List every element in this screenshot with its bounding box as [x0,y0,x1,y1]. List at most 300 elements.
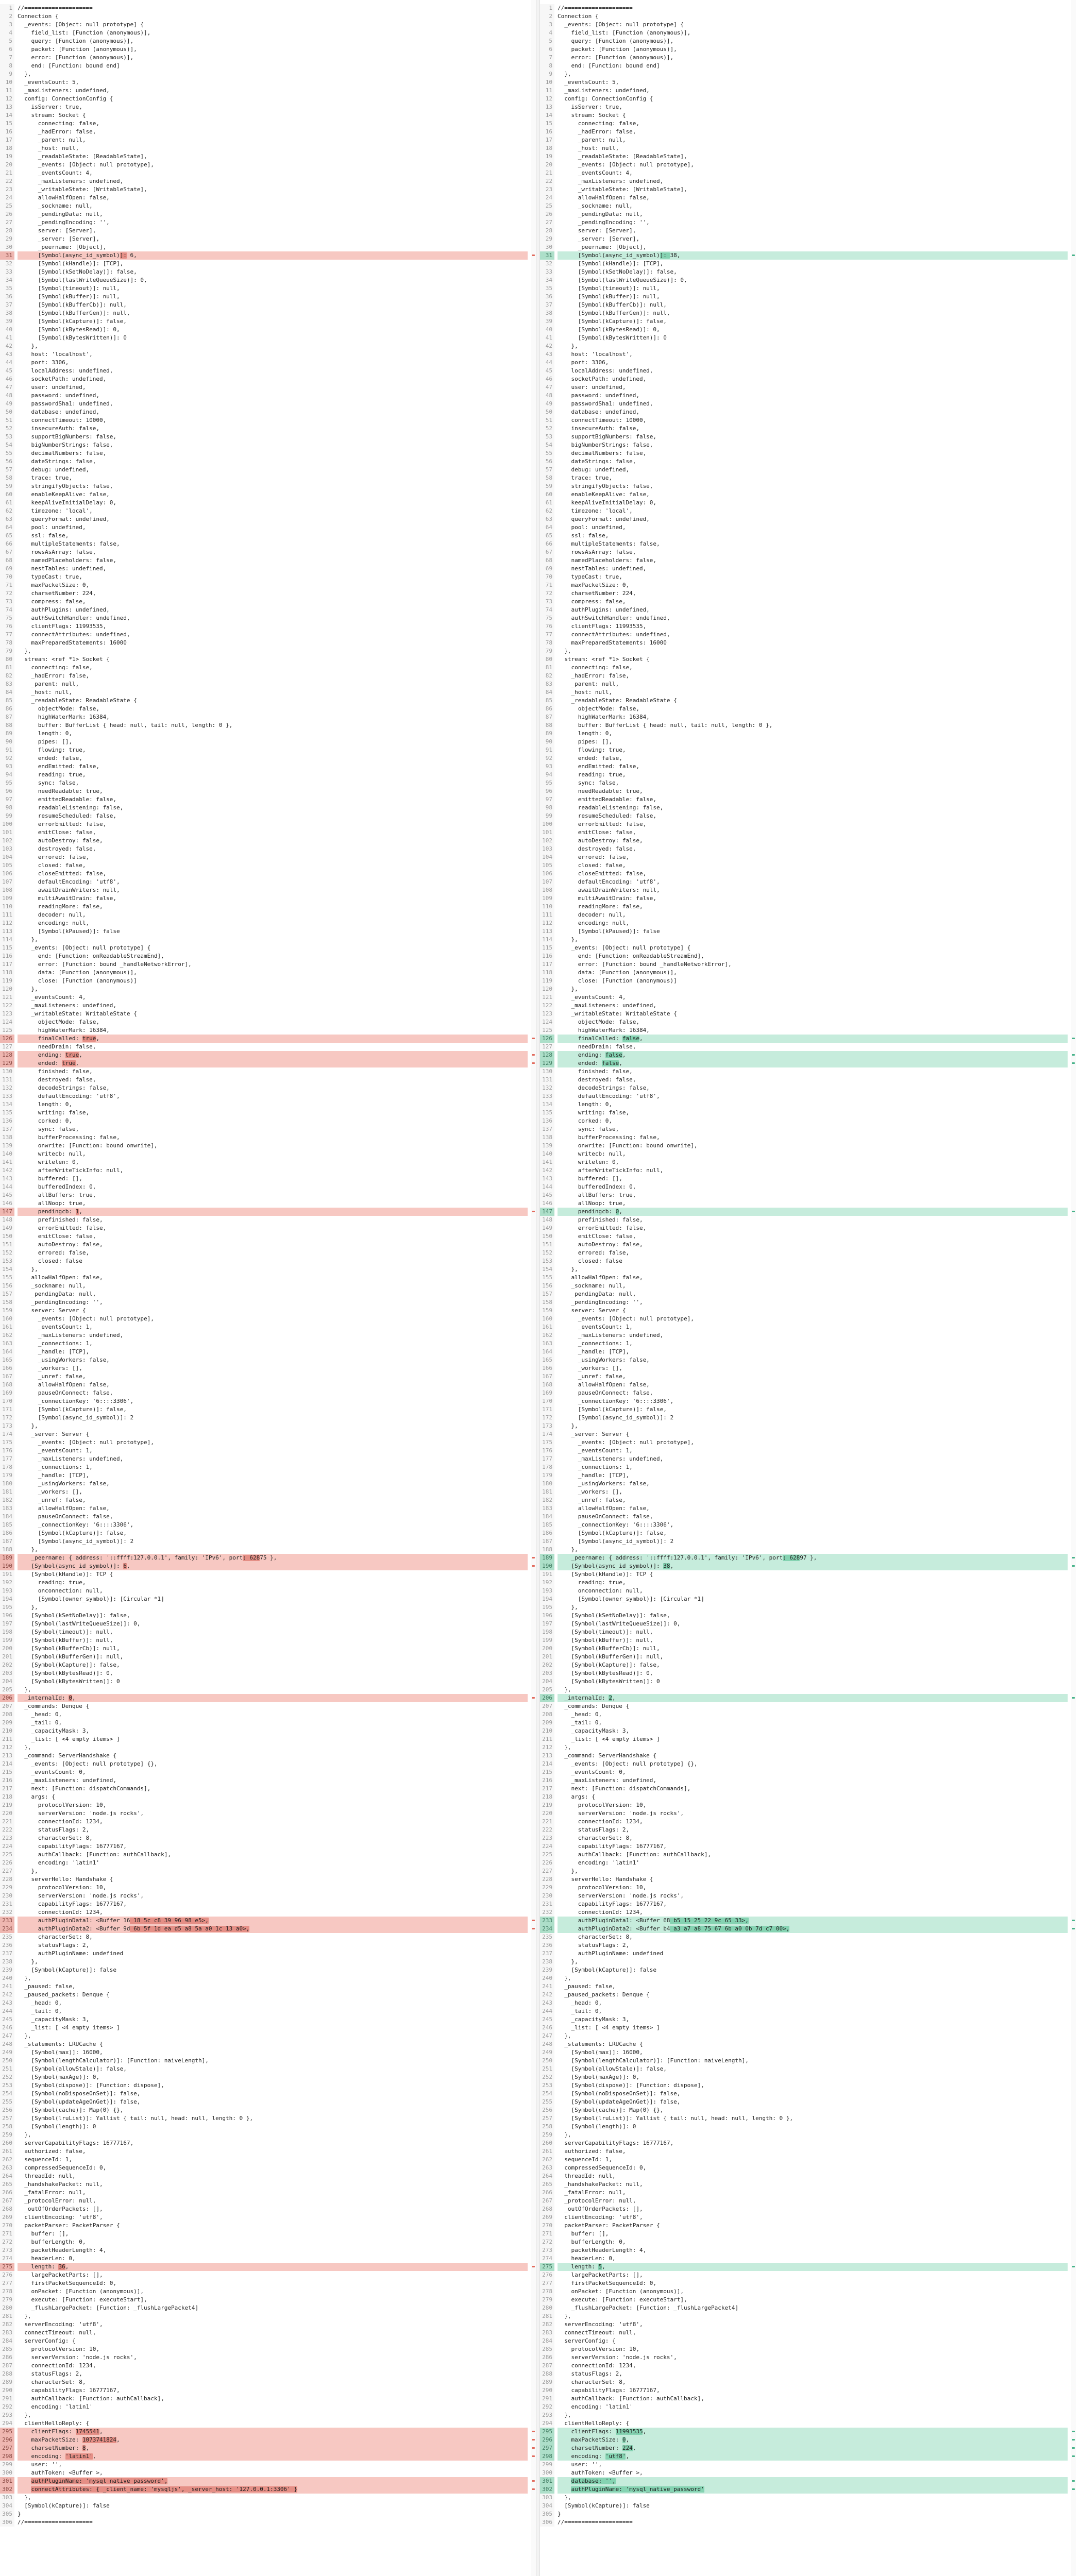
code-text [558,309,1068,317]
diff-line [0,54,536,62]
diff-line [540,878,1076,886]
change-marker[interactable] [1072,1928,1075,1929]
code-text [18,136,528,144]
code-text [558,87,1068,95]
line-number: 291 [540,2395,554,2403]
code-text [18,927,528,936]
diff-line-deleted [0,2477,536,2485]
diff-line [0,2156,536,2164]
line-number: 267 [0,2197,14,2205]
diff-line [0,70,536,78]
code-text [558,828,1068,837]
line-number: 196 [0,1612,14,1620]
diff-pane-left[interactable] [0,0,536,2576]
change-marker[interactable] [1072,1920,1075,1921]
code-line-text: authPluginName: 'mysql_native_password', [18,2478,168,2484]
diff-line-deleted [0,1059,536,1067]
code-line-text: destroyed: false, [558,845,636,852]
diff-line [540,1727,1076,1735]
code-line-text: _head: 0, [558,1999,602,2006]
code-text [558,2073,1068,2081]
code-line-text: serverCapabilityFlags: 16777167, [558,2140,674,2146]
diff-line [540,350,1076,359]
line-number: 224 [540,1842,554,1851]
code-line-text: _capacityMask: 3, [558,2016,630,2023]
diff-line [540,1504,1076,1513]
code-line-text: allowHalfOpen: false, [558,1381,650,1388]
code-text [558,1043,1068,1051]
code-line-text: charsetNumber: 224, [18,590,96,597]
code-text [558,433,1068,441]
code-line-text: [Symbol(cache)]: Map(0) {}, [558,2107,664,2113]
line-number: 216 [540,1776,554,1785]
change-marker[interactable] [1072,1697,1075,1699]
diff-line [540,408,1076,416]
line-number: 211 [540,1735,554,1743]
code-text [18,936,528,944]
overview-ruler[interactable] [1071,0,1076,2576]
line-number: 213 [540,1752,554,1760]
code-text [18,1513,528,1521]
line-number: 224 [0,1842,14,1851]
code-text [558,284,1068,293]
change-marker[interactable] [532,1557,535,1558]
code-text [18,1274,528,1282]
line-number: 24 [0,194,14,202]
diff-line [0,276,536,284]
line-number: 217 [540,1785,554,1793]
diff-line [0,1851,536,1859]
code-text [558,1809,1068,1818]
line-number: 175 [540,1438,554,1447]
diff-line [0,2510,536,2518]
code-text [18,1356,528,1364]
change-marker[interactable] [532,1928,535,1929]
code-text [18,1323,528,1331]
change-marker[interactable] [532,255,535,256]
diff-line [540,647,1076,655]
code-text [18,466,528,474]
code-line-text: port: 3306, [18,359,69,366]
code-line-text: serverVersion: 'node.js rocks', [558,1892,684,1899]
change-marker[interactable] [1072,2431,1075,2432]
line-number: 65 [540,532,554,540]
overview-ruler[interactable] [531,0,536,2576]
change-marker[interactable] [532,1697,535,1699]
code-text [558,680,1068,688]
line-number: 89 [540,730,554,738]
code-text [558,2428,1068,2436]
code-text [558,54,1068,62]
change-marker[interactable] [1072,1565,1075,1567]
diff-line [540,1488,1076,1496]
code-line-text: _eventsCount: 1, [558,1324,633,1330]
diff-line [0,2271,536,2279]
code-line-text: connecting: false, [18,120,99,127]
line-number: 239 [0,1966,14,1974]
code-line-text: _maxListeners: undefined, [18,1455,124,1462]
code-line-text: _handle: [TCP], [558,1472,630,1479]
diff-line [540,317,1076,326]
code-text [18,886,528,894]
diff-line [0,1834,536,1842]
diff-line [0,2304,536,2312]
diff-line [540,2238,1076,2246]
diff-line [540,2015,1076,2024]
line-number: 179 [540,1471,554,1480]
code-line-text: multiAwaitDrain: false, [558,895,657,902]
line-number: 12 [0,95,14,103]
line-number: 37 [0,301,14,309]
code-line-text: }, [18,1266,38,1273]
code-text [18,2098,528,2106]
line-number: 198 [0,1628,14,1636]
code-line-text: stream: <ref *1> Socket { [18,656,110,663]
change-marker[interactable] [532,2266,535,2267]
code-text [558,383,1068,392]
diff-line [540,1191,1076,1199]
code-text [558,952,1068,960]
change-marker[interactable] [1072,1062,1075,1064]
line-number: 292 [0,2403,14,2411]
line-number: 272 [0,2238,14,2246]
code-line-text: namedPlaceholders: false, [18,557,117,564]
code-text [18,128,528,136]
code-line-text: _sockname: null, [558,1282,626,1289]
change-marker[interactable] [532,2439,535,2441]
change-marker[interactable] [532,2431,535,2432]
code-line-text: [Symbol(timeout)]: null, [18,1629,113,1635]
line-number: 264 [540,2172,554,2180]
line-number: 197 [0,1620,14,1628]
line-number: 81 [540,664,554,672]
code-line-text: _command: ServerHandshake { [18,1752,117,1759]
line-number: 84 [0,688,14,697]
change-marker[interactable] [532,1565,535,1567]
line-number: 293 [0,2411,14,2419]
code-line-text: _pendingData: null, [18,211,103,217]
line-number: 246 [0,2024,14,2032]
code-line-text: [Symbol(timeout)]: null, [558,285,660,292]
diff-line [0,828,536,837]
code-text [558,1290,1068,1298]
diff-line [540,787,1076,795]
line-number: 115 [540,944,554,952]
code-text [18,1743,528,1752]
diff-line [0,977,536,985]
diff-line [0,161,536,169]
line-number: 302 [540,2485,554,2494]
diff-line [0,2081,536,2090]
code-text [558,1100,1068,1109]
line-number: 236 [0,1941,14,1950]
line-number: 173 [0,1422,14,1430]
code-line-text: _eventsCount: 4, [18,994,86,1001]
code-line-text: _peername: { address: '::ffff:127.0.0.1', family: 'IPv6', port: 62897 }, [558,1554,817,1561]
change-marker[interactable] [532,1920,535,1921]
change-marker[interactable] [1072,2439,1075,2441]
diff-line [540,1950,1076,1958]
code-line-text: _internalId: 0, [18,1694,76,1701]
code-line-text: [Symbol(kCapture)]: false, [18,318,127,325]
code-line-text: [Symbol(lengthCalculator)]: [Function: naiveLength], [18,2057,209,2064]
diff-line [540,1785,1076,1793]
code-line-text: encoding: 'latin1' [558,2403,633,2410]
diff-line [540,1636,1076,1645]
code-line-text: }, [558,2494,571,2501]
code-text [18,78,528,87]
line-number: 22 [0,177,14,185]
diff-line [540,705,1076,713]
code-text [558,1793,1068,1801]
change-marker[interactable] [532,1062,535,1064]
diff-line [0,779,536,787]
line-number: 70 [0,573,14,581]
code-text [18,2469,528,2477]
change-marker[interactable] [1072,255,1075,256]
code-line-text: [Symbol(kHandle)]: TCP { [558,1571,653,1578]
line-number: 287 [540,2362,554,2370]
change-marker[interactable] [532,2480,535,2482]
code-text [558,960,1068,969]
line-number: 46 [0,375,14,383]
change-marker[interactable] [1072,2447,1075,2449]
change-marker[interactable] [1072,1211,1075,1212]
code-line-text: authPluginData2: <Buffer 9d 6b 5f 1d ea d5 a8 5a a0 1c 13 a0>, [18,1925,250,1932]
diff-line [540,1397,1076,1405]
code-line-text: [Symbol(kBytesRead)]: 0, [558,326,660,333]
line-number: 138 [540,1133,554,1142]
line-number: 190 [0,1562,14,1570]
line-number: 73 [540,598,554,606]
code-line-text: }, [18,648,31,654]
code-text [558,1768,1068,1776]
line-number: 209 [540,1719,554,1727]
code-line-text: isServer: true, [18,104,82,110]
line-number: 53 [540,433,554,441]
code-line-text: socketPath: undefined, [558,376,647,382]
code-text [558,523,1068,532]
code-text [18,1727,528,1735]
line-number: 41 [0,334,14,342]
code-text [558,1917,1068,1925]
line-number: 139 [540,1142,554,1150]
line-number: 98 [540,804,554,812]
code-text [18,499,528,507]
line-number: 242 [0,1991,14,1999]
code-line-text: [Symbol(async_id_symbol)]: 2 [18,1538,134,1545]
code-text [558,540,1068,548]
code-line-text: }, [18,2313,31,2319]
code-line-text: [Symbol(kSetNoDelay)]: false, [558,1612,670,1619]
line-number: 151 [540,1241,554,1249]
code-line-text: serverConfig: { [558,2337,616,2344]
code-line-text: headerLen: 0, [558,2255,616,2262]
pane-divider[interactable] [536,0,540,2576]
code-text [558,1348,1068,1356]
diff-line [540,1719,1076,1727]
diff-line [540,977,1076,985]
change-marker[interactable] [1072,2266,1075,2267]
diff-line [0,350,536,359]
code-line-text: destroyed: false, [18,845,96,852]
code-line-text: data: [Function (anonymous)], [18,969,137,976]
diff-line [540,1480,1076,1488]
code-text [18,359,528,367]
code-line-text: password: undefined, [558,392,639,399]
diff-line [540,367,1076,375]
code-line-text: [Symbol(kCapture)]: false [558,2502,650,2509]
diff-line [0,598,536,606]
line-number: 39 [540,317,554,326]
diff-line [540,1595,1076,1603]
change-marker[interactable] [1072,1054,1075,1056]
code-text [558,400,1068,408]
code-text [18,2510,528,2518]
code-text [18,1521,528,1529]
line-number: 156 [0,1282,14,1290]
line-number: 283 [0,2329,14,2337]
change-marker[interactable] [1072,1038,1075,1039]
diff-line [540,515,1076,523]
code-line-text: allowHalfOpen: false, [558,194,650,201]
code-text [18,2032,528,2040]
line-number: 225 [0,1851,14,1859]
code-line-text: serverVersion: 'node.js rocks', [558,2354,677,2361]
line-number: 136 [0,1117,14,1125]
code-text [18,1908,528,1917]
code-text [558,1142,1068,1150]
diff-line [540,1521,1076,1529]
code-line-text: protocolVersion: 10, [558,1802,647,1808]
line-number: 185 [0,1521,14,1529]
change-marker[interactable] [1072,2455,1075,2457]
code-text [558,1974,1068,1982]
code-line-text: database: undefined, [558,409,639,415]
change-marker[interactable] [532,1211,535,1212]
code-line-text: }, [558,1266,578,1273]
code-text [558,1414,1068,1422]
change-marker[interactable] [1072,2488,1075,2490]
diff-line [0,1224,536,1232]
code-text [18,911,528,919]
line-number: 284 [0,2337,14,2345]
diff-line [540,1686,1076,1694]
change-marker[interactable] [532,1054,535,1056]
code-line-text: typeCast: true, [18,573,82,580]
code-line-text: autoDestroy: false, [558,837,643,844]
change-marker[interactable] [1072,1557,1075,1558]
code-line-text: errorEmitted: false, [18,821,107,827]
diff-line-deleted [0,1554,536,1562]
code-line-text: _events: [Object: null prototype] { [18,21,144,28]
line-number: 41 [540,334,554,342]
code-text [558,1265,1068,1274]
diff-line [540,944,1076,952]
change-marker[interactable] [532,1038,535,1039]
code-line-text: [Symbol(async_id_symbol)]: 38, [558,252,681,259]
diff-line [540,2065,1076,2073]
line-number: 109 [540,894,554,903]
code-line-text: connectionId: 1234, [18,1818,103,1825]
change-marker[interactable] [1072,2480,1075,2482]
code-line-text: _events: [Object: null prototype] { [18,944,151,951]
line-number: 220 [540,1809,554,1818]
code-line-text: }, [558,986,578,992]
code-line-text: [Symbol(kCapture)]: false, [558,318,667,325]
code-line-text: [Symbol(kBytesRead)]: 0, [558,1670,653,1676]
diff-line [540,342,1076,350]
code-text [18,1991,528,1999]
diff-line [0,1941,536,1950]
diff-line [540,1381,1076,1389]
code-text [18,1199,528,1208]
code-line-text: finalCalled: false, [558,1035,643,1042]
line-number: 277 [540,2279,554,2287]
line-number: 6 [0,45,14,54]
code-text [18,2502,528,2510]
code-line-text: allowHalfOpen: false, [558,1505,650,1512]
code-line-text: [Symbol(kBytesRead)]: 0, [18,326,120,333]
diff-line [540,1430,1076,1438]
line-number: 214 [540,1760,554,1768]
code-text [18,482,528,490]
diff-line [540,762,1076,771]
diff-line [0,845,536,853]
code-text [558,1875,1068,1884]
line-number: 206 [540,1694,554,1702]
code-line-text: }, [18,343,38,349]
code-line-text: user: '', [558,2461,602,2468]
code-line-text: clientHelloReply: { [558,2420,630,2427]
code-line-text: [Symbol(kBuffer)]: null, [558,1637,653,1643]
code-text [18,2370,528,2378]
diff-line [0,1504,536,1513]
line-number: 270 [0,2222,14,2230]
code-line-text: _usingWorkers: false, [558,1480,650,1487]
line-number: 158 [540,1298,554,1307]
code-text [558,1480,1068,1488]
code-line-text: stream: <ref *1> Socket { [558,656,650,663]
diff-line [540,2172,1076,2180]
line-number: 36 [0,293,14,301]
diff-line [540,828,1076,837]
line-number: 265 [540,2180,554,2189]
code-line-text: maxPacketSize: 0, [558,2436,630,2443]
diff-line [540,1859,1076,1867]
diff-line [540,1158,1076,1166]
line-number: 83 [540,680,554,688]
code-text [558,1282,1068,1290]
code-text [18,2444,528,2452]
line-number: 51 [0,416,14,425]
line-number: 166 [540,1364,554,1372]
code-line-text: closeEmitted: false, [18,870,107,877]
change-marker[interactable] [532,2488,535,2490]
code-line-text: }, [18,1422,38,1429]
line-number: 79 [0,647,14,655]
diff-pane-right[interactable] [540,0,1076,2576]
code-line-text: _tail: 0, [558,1719,602,1726]
line-number: 18 [0,144,14,152]
change-marker[interactable] [532,2447,535,2449]
code-line-text: autoDestroy: false, [558,1241,643,1248]
line-number: 199 [0,1636,14,1645]
change-marker[interactable] [532,2455,535,2457]
line-number: 84 [540,688,554,697]
diff-line [0,1043,536,1051]
code-line-text: _pendingEncoding: '', [558,219,650,226]
